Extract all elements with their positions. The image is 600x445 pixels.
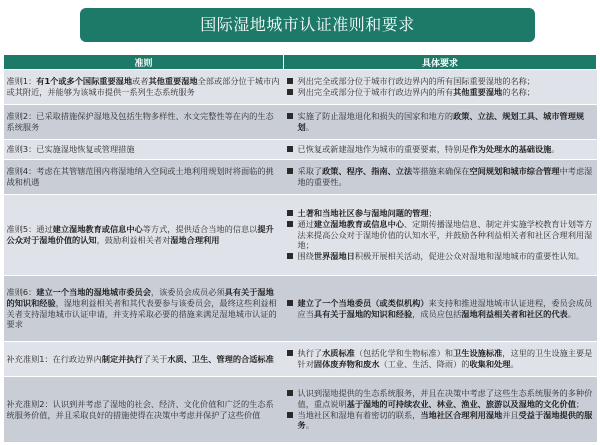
criterion-cell — [4, 194, 284, 275]
requirement-item — [287, 251, 594, 262]
square-bullet-icon — [287, 390, 293, 396]
table-row — [4, 159, 597, 194]
requirement-item — [287, 298, 594, 320]
criterion-cell — [4, 276, 284, 342]
criterion-cell — [4, 377, 284, 443]
square-bullet-icon — [287, 168, 293, 174]
requirement-text: 实施了防止湿地退化和损失的国家和地方的政策、立法、规划工具、城市管理规划。 — [297, 111, 585, 133]
requirement-text: 执行了水质标准（包括化学和生物标准）和卫生设施标准，这里的卫生设施主要是针对固体废弃物和废水（工业、生活、降雨）的收集和处理。 — [297, 348, 593, 370]
requirements-header: 具体要求 — [284, 55, 597, 70]
square-bullet-icon — [287, 89, 293, 95]
criterion-cell — [4, 140, 284, 160]
criteria-header: 准则 — [4, 55, 284, 70]
requirements-cell — [284, 140, 597, 160]
requirement-text: 建立了一个当地委员（或类似机构）来支持和推进湿地城市认证进程，委员会成员应当具有关于湿地的知识和经验，成员应包括湿地利益相关者和社区的代表。 — [297, 297, 593, 319]
table-row — [4, 276, 597, 342]
requirement-item — [287, 410, 594, 432]
requirement-text: 认识到湿地提供的生态系统服务，并且在决策中考虑了这些生态系统服务的多种价值，重点说明基于湿地的可持续农业、林业、渔业、旅游以及湿地的文化价值； — [297, 387, 593, 409]
square-bullet-icon — [287, 412, 293, 418]
criterion-text: 补充准则1：在行政边界内制定并执行了关于水质、卫生、管理的合适标准 — [6, 353, 274, 364]
requirement-text: 土著和当地社区参与湿地问题的管理； — [297, 208, 437, 218]
requirement-item — [287, 87, 594, 98]
requirement-item — [287, 166, 594, 188]
requirements-cell — [284, 377, 597, 443]
requirements-cell — [284, 105, 597, 140]
requirement-item — [287, 388, 594, 410]
square-bullet-icon — [287, 113, 293, 119]
page-title: 国际湿地城市认证准则和要求 — [80, 8, 535, 42]
criterion-text: 准则1：有1个或多个国际重要湿地或者其他重要湿地全部或部分位于城市内或其附近，并能够为该城市提供一系列生态系统服务 — [6, 76, 280, 98]
criterion-cell — [4, 105, 284, 140]
requirement-item — [287, 111, 594, 133]
square-bullet-icon — [287, 253, 293, 259]
requirement-text: 列出完全或部分位于城市行政边界内的所有其他重要湿地的名称； — [297, 87, 535, 98]
requirement-text: 当地社区和湿地有着密切的联系，当地社区合理利用湿地并且受益于湿地提供的服务。 — [297, 409, 593, 431]
requirement-text: 围绕世界湿地日积极开展相关活动，促进公众对湿地和湿地城市的重要性认知。 — [297, 251, 585, 262]
requirement-item — [287, 76, 594, 87]
square-bullet-icon — [287, 146, 293, 152]
requirement-text: 采取了政策、程序、指南、立法等措施来确保在空间规划和城市综合管理中考虑湿地的重要性。 — [297, 166, 593, 187]
requirements-cell — [284, 70, 597, 105]
criterion-text: 准则5：通过建立湿地教育或信息中心等方式，提供适合当地的信息以提升公众对于湿地价值的认知，鼓励利益相关者对湿地合理利用 — [6, 224, 274, 245]
requirement-item — [287, 208, 594, 219]
requirements-cell — [284, 341, 597, 376]
table-row — [4, 105, 597, 140]
square-bullet-icon — [287, 350, 293, 356]
square-bullet-icon — [287, 210, 293, 216]
square-bullet-icon — [287, 300, 293, 306]
criterion-cell — [4, 70, 284, 105]
criterion-text: 补充准则2：认识到并考虑了湿地的社会、经济、文化价值和广泛的生态系统服务价值，并且采取良好的措施使得在决策中考虑并保护了这些价值 — [6, 398, 274, 420]
table-row — [4, 70, 597, 105]
requirements-cell — [284, 159, 597, 194]
requirements-cell — [284, 276, 597, 342]
criterion-text: 准则2：已采取措施保护湿地及包括生物多样性、水文完整性等在内的生态系统服务 — [6, 111, 274, 133]
requirement-item — [287, 144, 594, 155]
criterion-text: 准则3：已实施湿地恢复或管理措施 — [6, 144, 135, 155]
requirement-item — [287, 219, 594, 251]
table-row — [4, 140, 597, 160]
criterion-text: 准则6：建立一个当地的湿地城市委员会，该委员会成员必须具有关于湿地的知识和经验，湿地利益相关者和其代表要参与该委员会，最终这些利益相关者支持湿地城市认证申请，并支持采取必要的措施来满足湿地城市认证的要求 — [6, 286, 277, 330]
requirements-cell — [284, 194, 597, 275]
square-bullet-icon — [287, 78, 293, 84]
criterion-text: 准则4：考虑在其管辖范围内将湿地纳入空间或土地利用规划时将面临的挑战和机遇 — [6, 166, 274, 187]
table-row — [4, 377, 597, 443]
square-bullet-icon — [287, 221, 293, 227]
criteria-table — [3, 54, 597, 443]
table-row — [4, 341, 597, 376]
requirement-text: 已恢复或新建湿地作为城市的重要要素，特别是作为处理水的基础设施。 — [297, 144, 560, 155]
table-header-row — [4, 55, 597, 70]
criterion-cell — [4, 341, 284, 376]
requirement-item — [287, 348, 594, 370]
criterion-cell — [4, 159, 284, 194]
requirement-text: 列出完全或部分位于城市行政边界内的所有国际重要湿地的名称； — [297, 76, 535, 87]
requirement-text: 通过建立湿地教育或信息中心、定期传播湿地信息、制定并实施学校教育计划等方法来提高公众对于湿地价值的认知水平，并鼓励各种利益相关者和社区合理利用湿地； — [297, 218, 593, 251]
table-row — [4, 194, 597, 275]
